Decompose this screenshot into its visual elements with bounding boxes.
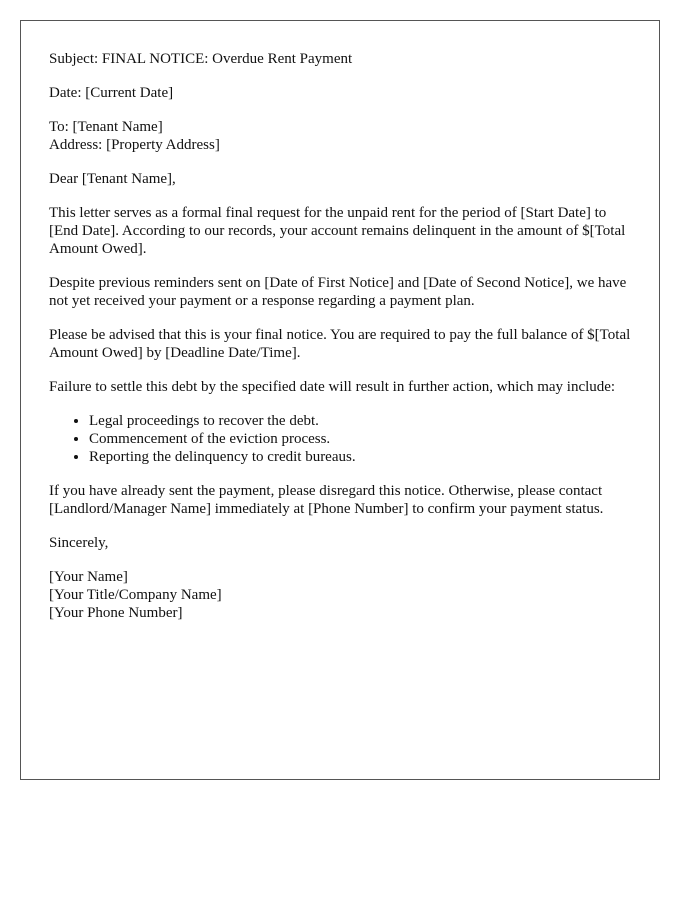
letter-date: Date: [Current Date] — [49, 85, 174, 101]
recipient-name: To: [Tenant Name] — [49, 119, 163, 135]
letter-subject: Subject: FINAL NOTICE: Overdue Rent Payment — [49, 51, 353, 67]
signature-phone: [Your Phone Number] — [49, 605, 183, 621]
action-list-item: • Commencement of the eviction process. — [89, 430, 631, 448]
signature-block — [49, 568, 631, 622]
body-paragraph-4: Failure to settle this debt by the specified date will result in further action, which may include: — [49, 379, 616, 395]
signature-name: [Your Name] — [49, 569, 128, 585]
action-list-item: • Reporting the delinquency to credit bureaus. — [89, 448, 631, 466]
body-paragraph-3: Please be advised that this is your final notice. You are required to pay the full balance of $[Total Amount Owed] by [Deadline Date/Time]. — [49, 327, 631, 361]
salutation: Dear [Tenant Name], — [49, 171, 176, 187]
letter-page — [20, 20, 660, 780]
closing: Sincerely, — [49, 535, 109, 551]
body-paragraph-5: If you have already sent the payment, please disregard this notice. Otherwise, please contact [Landlord/Manager Name] immediately at [Phone Number] to confirm your payment status. — [49, 483, 604, 517]
action-list-item: • Legal proceedings to recover the debt. — [89, 412, 631, 430]
signature-title: [Your Title/Company Name] — [49, 587, 222, 603]
body-paragraph-1: This letter serves as a formal final request for the unpaid rent for the period of [Start Date] to [End Date]. According to our records, your account remains delinquent in the amount of $[Total Amount Owed]. — [49, 205, 626, 257]
body-paragraph-2: Despite previous reminders sent on [Date of First Notice] and [Date of Second Notice], we have not yet received your payment or a response regarding a payment plan. — [49, 275, 627, 309]
recipient-block — [49, 118, 631, 154]
action-list — [49, 412, 631, 466]
recipient-address: Address: [Property Address] — [49, 137, 220, 153]
